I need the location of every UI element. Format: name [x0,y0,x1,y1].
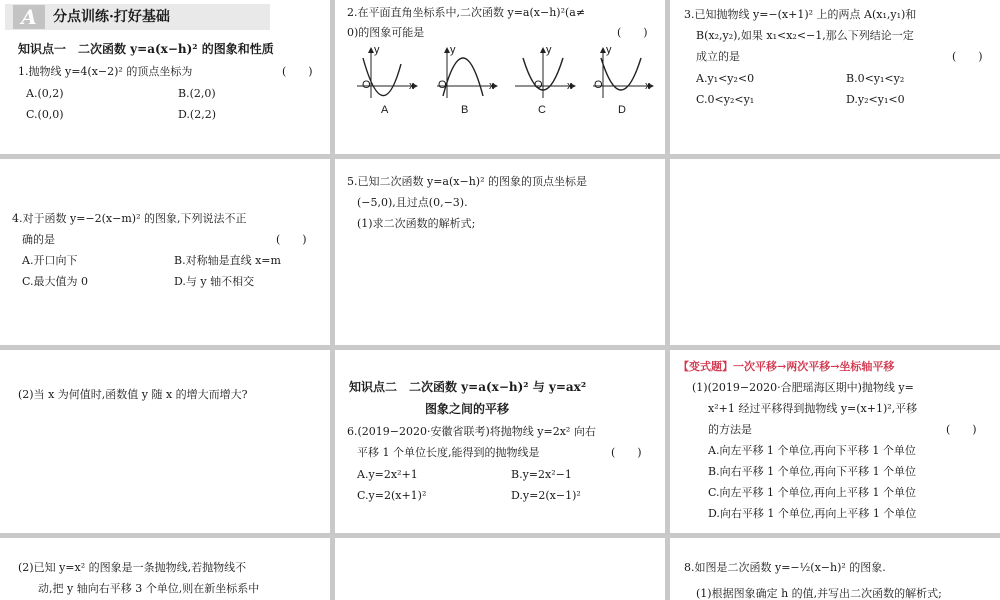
q1-option-d: D.(2,2) [178,108,217,121]
q2-stem-line1: 2.在平面直角坐标系中,二次函数 y=a(x−h)²(a≠ [347,6,586,19]
q5-sub2: (2)当 x 为何值时,函数值 y 随 x 的增大而增大? [18,388,248,401]
q2-option-d-label: D [618,104,626,116]
q3-stem-line3: 成立的是 [696,50,740,63]
q4-option-c: C.最大值为 0 [22,275,89,288]
variant-stem-line1: (1)(2019−2020·合肥瑶海区期中)抛物线 y= [692,381,914,394]
q2-option-b-label: B [461,104,469,116]
q2-graph-c-x: x [567,80,573,92]
q4-option-b: B.对称轴是直线 x=m [174,254,281,267]
q3-option-b: B.0<y₁<y₂ [846,72,905,85]
q1-option-c: C.(0,0) [26,108,64,121]
variant-option-b: B.向右平移 1 个单位,再向下平移 1 个单位 [708,465,917,478]
section-letter-badge: A [13,5,45,29]
q3-option-c: C.0<y₂<y₁ [696,93,755,106]
knowledge-point-2-title-line2: 图象之间的平移 [425,402,510,416]
q6-stem-line1: 6.(2019−2020·安徽省联考)将抛物线 y=2x² 向右 [347,425,596,438]
panel-q8 [670,538,1000,600]
q8-sub1: (1)根据图象确定 h 的值,并写出二次函数的解析式; [696,587,942,600]
q2-graph-b-o: O [438,79,447,91]
q3-option-d: D.y₂<y₁<0 [846,93,905,106]
variant-sub2-line2: 动,把 y 轴向右平移 3 个单位,则在新坐标系中 [38,582,260,595]
panel-variant-part2 [0,538,330,600]
q1-option-a: A.(0,2) [26,87,64,100]
q2-graph-b-y: y [450,44,456,56]
q4-option-a: A.开口向下 [22,254,78,267]
q2-graph-c-o: O [534,79,543,91]
q2-graph-d-y: y [606,44,612,56]
q2-graph-a-y: y [374,44,380,56]
q1-answer-bracket: ( ) [282,65,313,78]
q4-option-d: D.与 y 轴不相交 [174,275,255,288]
q3-answer-bracket: ( ) [952,50,983,63]
q6-option-c: C.y=2(x+1)² [357,489,427,502]
variant-stem-line3: 的方法是 [708,423,752,436]
q1-stem: 1.抛物线 y=4(x−2)² 的顶点坐标为 [18,65,193,78]
panel-blank-2 [335,538,665,600]
q6-option-b: B.y=2x²−1 [511,468,572,481]
variant-option-a: A.向左平移 1 个单位,再向下平移 1 个单位 [708,444,916,457]
q5-sub1: (1)求二次函数的解析式; [357,217,476,230]
q2-stem-line2: 0)的图象可能是 [347,26,425,39]
panel-variant [670,350,1000,533]
variant-option-d: D.向右平移 1 个单位,再向上平移 1 个单位 [708,507,917,520]
q3-option-a: A.y₁<y₂<0 [696,72,755,85]
q5-stem-line1: 5.已知二次函数 y=a(x−h)² 的图象的顶点坐标是 [347,175,587,188]
q6-stem-line2: 平移 1 个单位长度,能得到的抛物线是 [357,446,540,459]
q3-stem-line2: B(x₂,y₂),如果 x₁<x₂<−1,那么下列结论一定 [696,29,914,42]
panel-q6 [335,350,665,533]
q2-option-c-label: C [538,104,546,116]
q6-option-a: A.y=2x²+1 [357,468,418,481]
q3-stem-line1: 3.已知抛物线 y=−(x+1)² 上的两点 A(x₁,y₁)和 [684,8,917,21]
panel-q5-part2 [0,350,330,533]
q6-option-d: D.y=2(x−1)² [511,489,581,502]
q2-graph-c-y: y [546,44,552,56]
q2-graph-c [515,48,575,98]
panel-blank-1 [670,159,1000,345]
panel-q1 [0,0,330,154]
panel-q2 [335,0,665,154]
knowledge-point-2-title: 知识点二 二次函数 y=a(x−h)² 与 y=ax² [349,380,587,394]
variant-stem-line2: x²+1 经过平移得到抛物线 y=(x+1)²,平移 [708,402,918,415]
panel-q4 [0,159,330,345]
knowledge-point-1-title: 知识点一 二次函数 y=a(x−h)² 的图象和性质 [18,42,274,56]
section-header [5,4,270,30]
q4-stem-line1: 4.对于函数 y=−2(x−m)² 的图象,下列说法不正 [12,212,247,225]
q5-stem-line2: (−5,0),且过点(0,−3). [357,196,468,209]
variant-sub2-line1: (2)已知 y=x² 的图象是一条抛物线,若抛物线不 [18,561,247,574]
q8-stem: 8.如图是二次函数 y=−½(x−h)² 的图象. [684,561,886,574]
variant-option-c: C.向左平移 1 个单位,再向上平移 1 个单位 [708,486,916,499]
q2-answer-bracket: ( ) [617,26,648,39]
q2-graph-a-x: x [409,80,415,92]
q6-answer-bracket: ( ) [611,446,642,459]
variant-title: 【变式题】一次平移→两次平移→坐标轴平移 [678,360,895,373]
q4-answer-bracket: ( ) [276,233,307,246]
q2-graph-b-x: x [489,80,495,92]
q2-option-a-label: A [381,104,389,116]
q2-graph-options [335,0,665,154]
q2-graph-d-x: x [645,80,651,92]
q2-graph-d-o: O [594,79,603,91]
panel-q5 [335,159,665,345]
q2-graph-a-o: O [362,79,371,91]
section-title: 分点训练·打好基础 [53,9,170,25]
variant-answer-bracket: ( ) [946,423,977,436]
q1-option-b: B.(2,0) [178,87,216,100]
q4-stem-line2: 确的是 [22,233,55,246]
panel-q3 [670,0,1000,154]
